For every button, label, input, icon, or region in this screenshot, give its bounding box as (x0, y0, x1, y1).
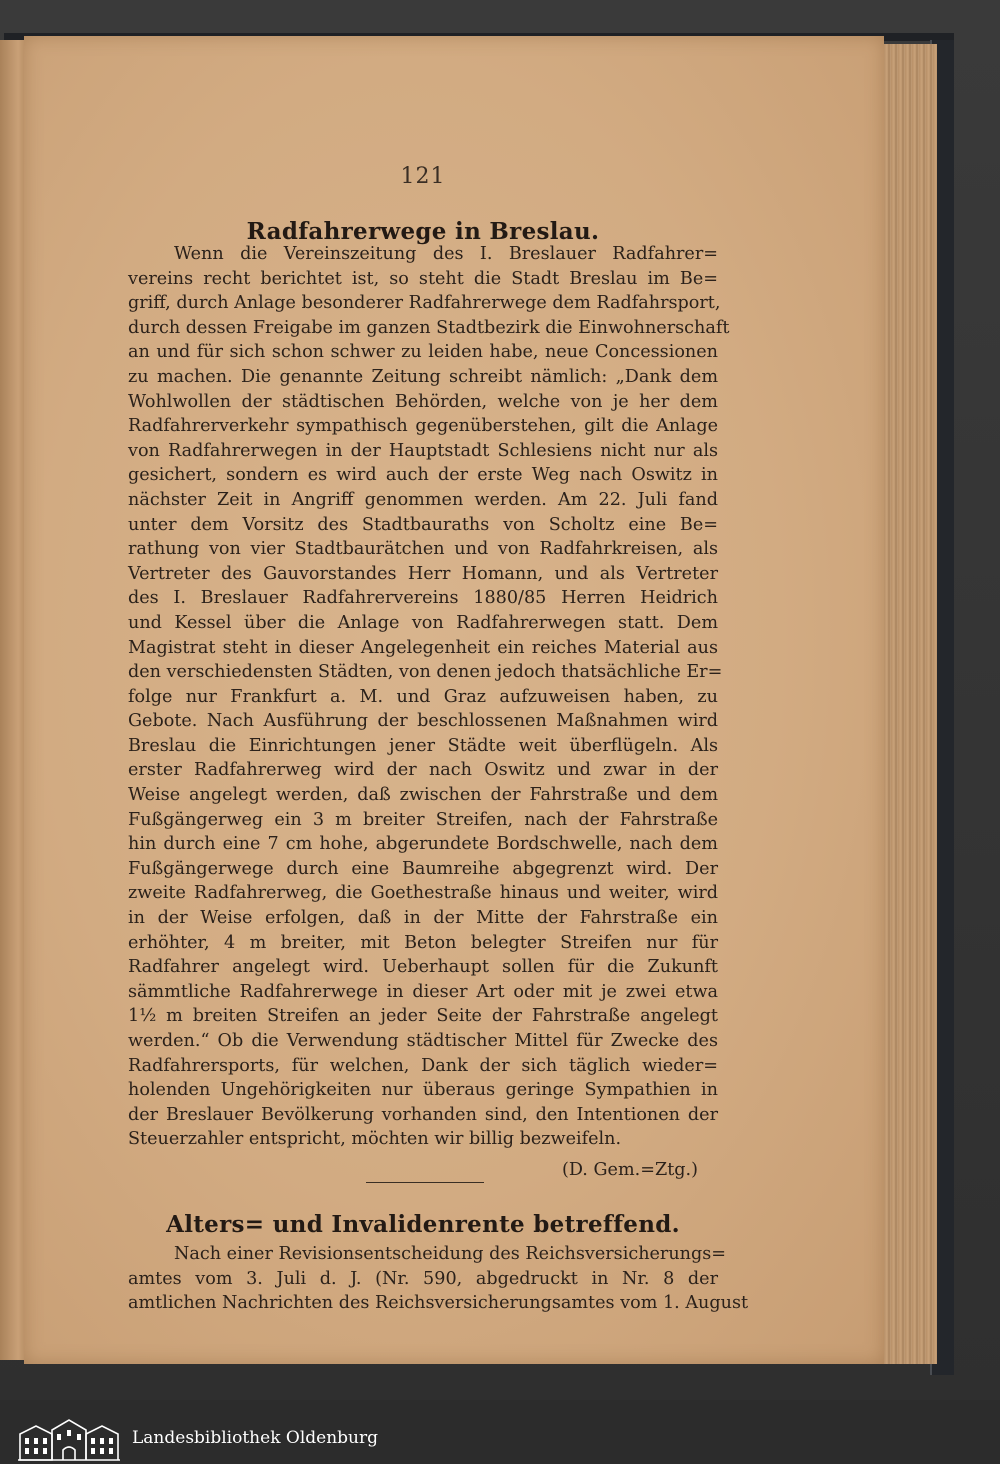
library-name-link[interactable]: Landesbibliothek Oldenburg (132, 1428, 379, 1448)
text-line: Radfahrersports, für welchen, Dank der sich täglich wieder= (128, 1055, 718, 1076)
text-line: amtes vom 3. Juli d. J. (Nr. 590, abgedruckt in Nr. 8 der (128, 1268, 718, 1289)
text-line: Vertreter des Gauvorstandes Herr Homann, und als Vertreter (128, 563, 718, 584)
text-line: zu machen. Die genannte Zeitung schreibt nämlich: „Dank dem (128, 366, 718, 387)
article-1-source: (D. Gem.=Ztg.) (561, 1160, 698, 1180)
text-line: an und für sich schon schwer zu leiden habe, neue Concessionen (128, 342, 718, 363)
text-line: des I. Breslauer Radfahrervereins 1880/85 Herren Heidrich (128, 588, 718, 609)
text-line: Gebote. Nach Ausführung der beschlossenen Maßnahmen wird (128, 711, 718, 732)
text-line: gesichert, sondern es wird auch der erste Weg nach Oswitz in (128, 465, 718, 486)
text-line: in der Weise erfolgen, daß in der Mitte der Fahrstraße ein (128, 908, 718, 929)
library-building-icon[interactable] (16, 1416, 122, 1462)
text-line: Magistrat steht in dieser Angelegenheit ein reiches Material aus (128, 637, 718, 658)
text-line: den verschiedensten Städten, von denen jedoch thatsächliche Er= (128, 662, 723, 683)
section-divider (366, 1182, 484, 1183)
page-number: 121 (400, 164, 446, 189)
text-line: und Kessel über die Anlage von Radfahrerwegen statt. Dem (128, 612, 718, 633)
text-line: erhöhter, 4 m breiter, mit Beton belegter Streifen nur für (128, 932, 718, 953)
text-line: folge nur Frankfurt a. M. und Graz aufzuweisen haben, zu (128, 686, 718, 707)
text-line: Radfahrer angelegt wird. Ueberhaupt sollen für die Zukunft (128, 957, 718, 978)
text-line: sämmtliche Radfahrerwege in dieser Art oder mit je zwei etwa (128, 981, 718, 1002)
text-line: Steuerzahler entspricht, möchten wir billig bezweifeln. (128, 1129, 622, 1150)
text-line: Wohlwollen der städtischen Behörden, welche von je her dem (128, 391, 718, 412)
text-line: erster Radfahrerweg wird der nach Oswitz und zwar in der (128, 760, 718, 781)
article-2-title: Alters= und Invalidenrente betreffend. (166, 1211, 680, 1238)
text-line: werden.“ Ob die Verwendung städtischer Mittel für Zwecke des (128, 1031, 718, 1051)
text-line: Breslau die Einrichtungen jener Städte weit überflügeln. Als (128, 735, 718, 756)
text-line: Fußgängerwege durch eine Baumreihe abgegrenzt wird. Der (128, 858, 718, 879)
article-2-body (128, 1242, 749, 1316)
text-line: rathung von vier Stadtbaurätchen und von Radfahrkreisen, als (128, 539, 718, 560)
text-line: der Breslauer Bevölkerung vorhanden sind, den Intentionen der (128, 1104, 718, 1125)
text-line: 1½ m breiten Streifen an jeder Seite der Fahrstraße angelegt (128, 1006, 718, 1027)
text-line: Weise angelegt werden, daß zwischen der Fahrstraße und dem (128, 785, 718, 806)
article-1-body (128, 242, 730, 1152)
article-1-title: Radfahrerwege in Breslau. (246, 218, 600, 245)
left-page-edge (0, 40, 27, 1360)
text-line: unter dem Vorsitz des Stadtbauraths von Scholtz eine Be= (128, 514, 718, 535)
text-line: Nach einer Revisionsentscheidung des Reichsversicherungs= (174, 1244, 727, 1264)
text-line: zweite Radfahrerweg, die Goethestraße hinaus und weiter, wird (128, 883, 718, 904)
text-line: vereins recht berichtet ist, so steht die Stadt Breslau im Be= (128, 268, 718, 289)
text-line: Fußgängerweg ein 3 m breiter Streifen, nach der Fahrstraße (128, 809, 718, 830)
text-line: durch dessen Freigabe im ganzen Stadtbezirk die Einwohnerschaft (128, 317, 730, 338)
text-line: nächster Zeit in Angriff genommen werden. Am 22. Juli fand (128, 489, 718, 510)
text-line: hin durch eine 7 cm hohe, abgerundete Bordschwelle, nach dem (128, 834, 718, 855)
text-line: griff, durch Anlage besonderer Radfahrerwege dem Radfahrsport, (128, 293, 721, 314)
text-line: von Radfahrerwegen in der Hauptstadt Schlesiens nicht nur als (128, 440, 718, 461)
page-stack-edge (876, 44, 937, 1364)
text-line: holenden Ungehörigkeiten nur überaus geringe Sympathien in (128, 1080, 718, 1101)
text-line: amtlichen Nachrichten des Reichsversicherungsamtes vom 1. August (128, 1293, 749, 1314)
text-line: Radfahrerverkehr sympathisch gegenüberstehen, gilt die Anlage (128, 416, 718, 437)
text-line: Wenn die Vereinszeitung des I. Breslauer Radfahrer= (174, 244, 718, 264)
book-page (24, 36, 884, 1364)
